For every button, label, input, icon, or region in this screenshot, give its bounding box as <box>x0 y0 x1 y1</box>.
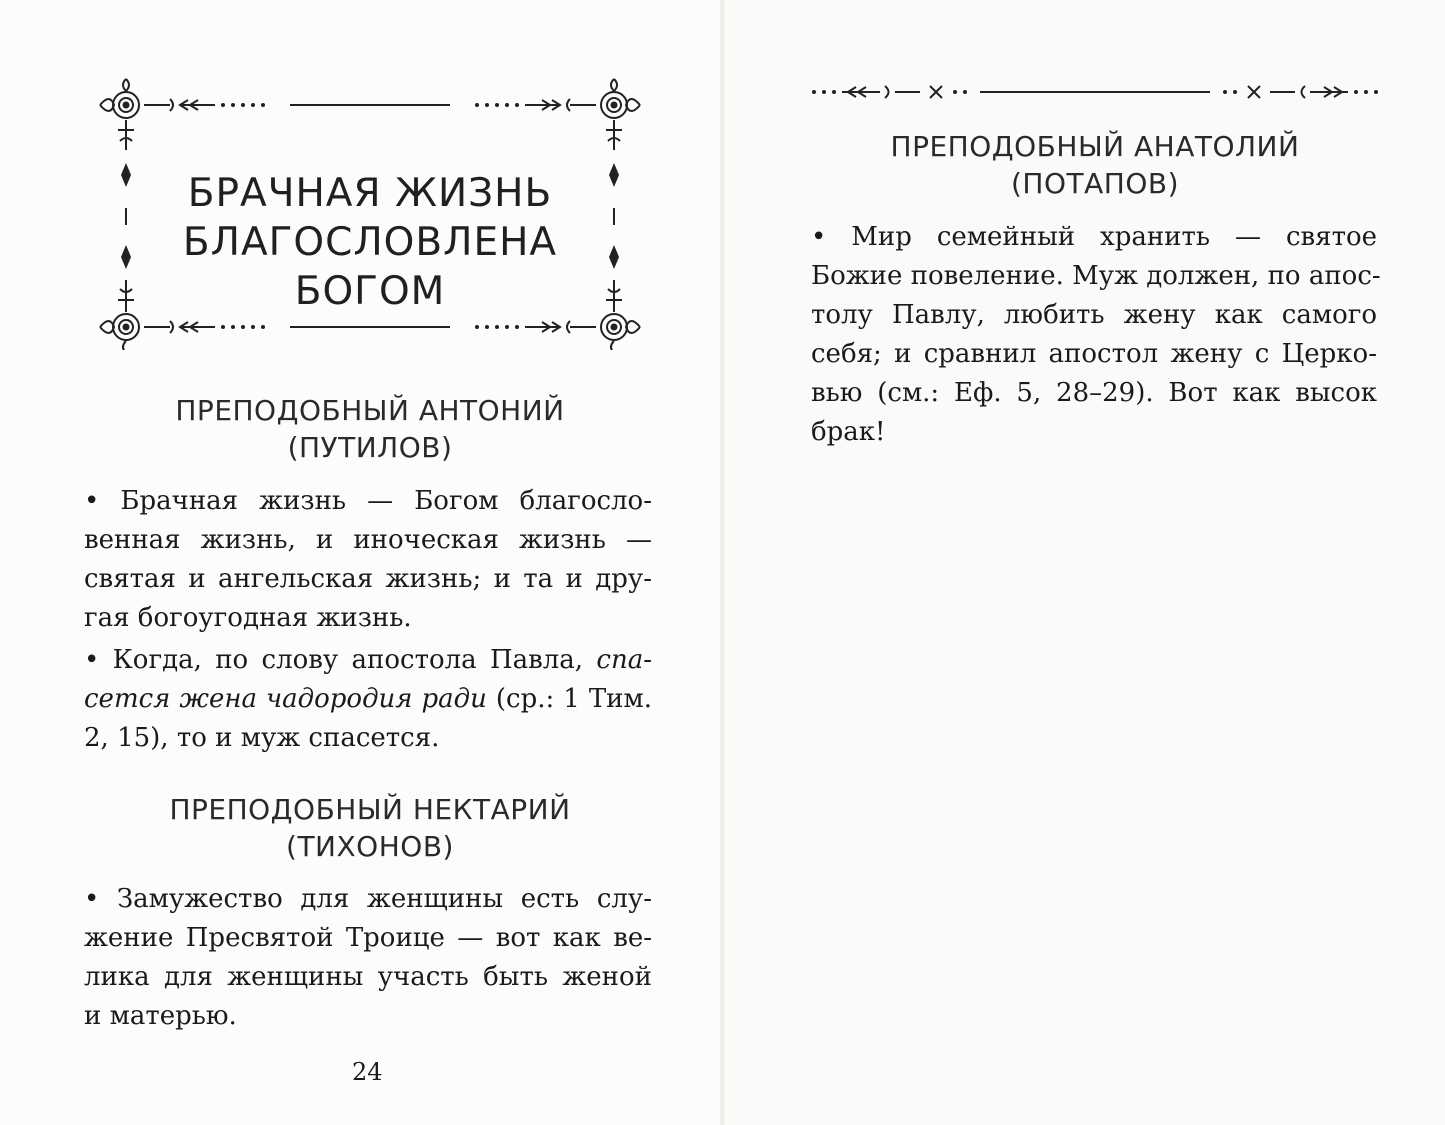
chapter-title-line: БОГОМ <box>294 269 446 315</box>
page-number: 24 <box>352 1058 383 1086</box>
text-line: и матерью. <box>84 1001 237 1031</box>
left-page <box>0 0 722 1125</box>
heading-line: ПРЕПОДОБНЫЙ АНАТОЛИЙ <box>890 130 1300 163</box>
text-line: жение Пресвятой Троице — вот как ве- <box>84 923 652 953</box>
italic-quote: спа- <box>596 645 652 675</box>
paragraph-family-peace <box>811 218 1381 452</box>
heading-line: (ПОТАПОВ) <box>1010 167 1179 200</box>
text-line <box>84 641 652 680</box>
text-run: • Когда, по слову апостола Павла, <box>84 645 597 675</box>
section-heading-nektary <box>80 791 660 865</box>
italic-quote: сется жена чадородия ради <box>84 684 487 714</box>
text-run: (ср.: 1 Тим. <box>486 684 652 714</box>
chapter-title <box>100 169 640 316</box>
heading-line: ПРЕПОДОБНЫЙ НЕКТАРИЙ <box>169 793 571 826</box>
text-line: венная жизнь, и иноческая жизнь — <box>84 525 652 555</box>
chapter-title-line: БЛАГОСЛОВЛЕНА <box>182 220 558 266</box>
paragraph-marriage-service <box>84 880 652 1036</box>
heading-line: (ТИХОНОВ) <box>286 830 454 863</box>
ornament-divider <box>810 80 1380 104</box>
text-line: себя; и сравнил апостол жену с Церко- <box>811 339 1377 369</box>
text-line: святая и ангельская жизнь; и та и дру- <box>84 564 652 594</box>
section-heading-antony <box>80 392 660 466</box>
text-line: • Мир семейный хранить — святое <box>811 222 1377 252</box>
text-line: • Брачная жизнь — Богом благосло- <box>84 486 652 516</box>
text-line <box>84 680 652 719</box>
chapter-title-line: БРАЧНАЯ ЖИЗНЬ <box>187 171 553 217</box>
text-line: Божие повеление. Муж должен, по апос- <box>811 261 1381 291</box>
section-heading-anatoly <box>810 128 1380 202</box>
text-line: лика для женщины участь быть женой <box>84 962 652 992</box>
text-line: вью (см.: Еф. 5, 28–29). Вот как высок <box>811 378 1377 408</box>
heading-line: (ПУТИЛОВ) <box>287 431 453 464</box>
text-line: 2, 15), то и муж спасется. <box>84 723 440 753</box>
heading-line: ПРЕПОДОБНЫЙ АНТОНИЙ <box>175 394 565 427</box>
text-line: толу Павлу, любить жену как самого <box>811 300 1377 330</box>
paragraph-apostle-paul <box>84 641 652 758</box>
text-line: гая богоугодная жизнь. <box>84 603 412 633</box>
text-line: брак! <box>811 417 886 447</box>
right-page <box>724 0 1445 1125</box>
paragraph-marriage-blessed <box>84 482 652 638</box>
text-line: • Замужество для женщины есть слу- <box>84 884 652 914</box>
